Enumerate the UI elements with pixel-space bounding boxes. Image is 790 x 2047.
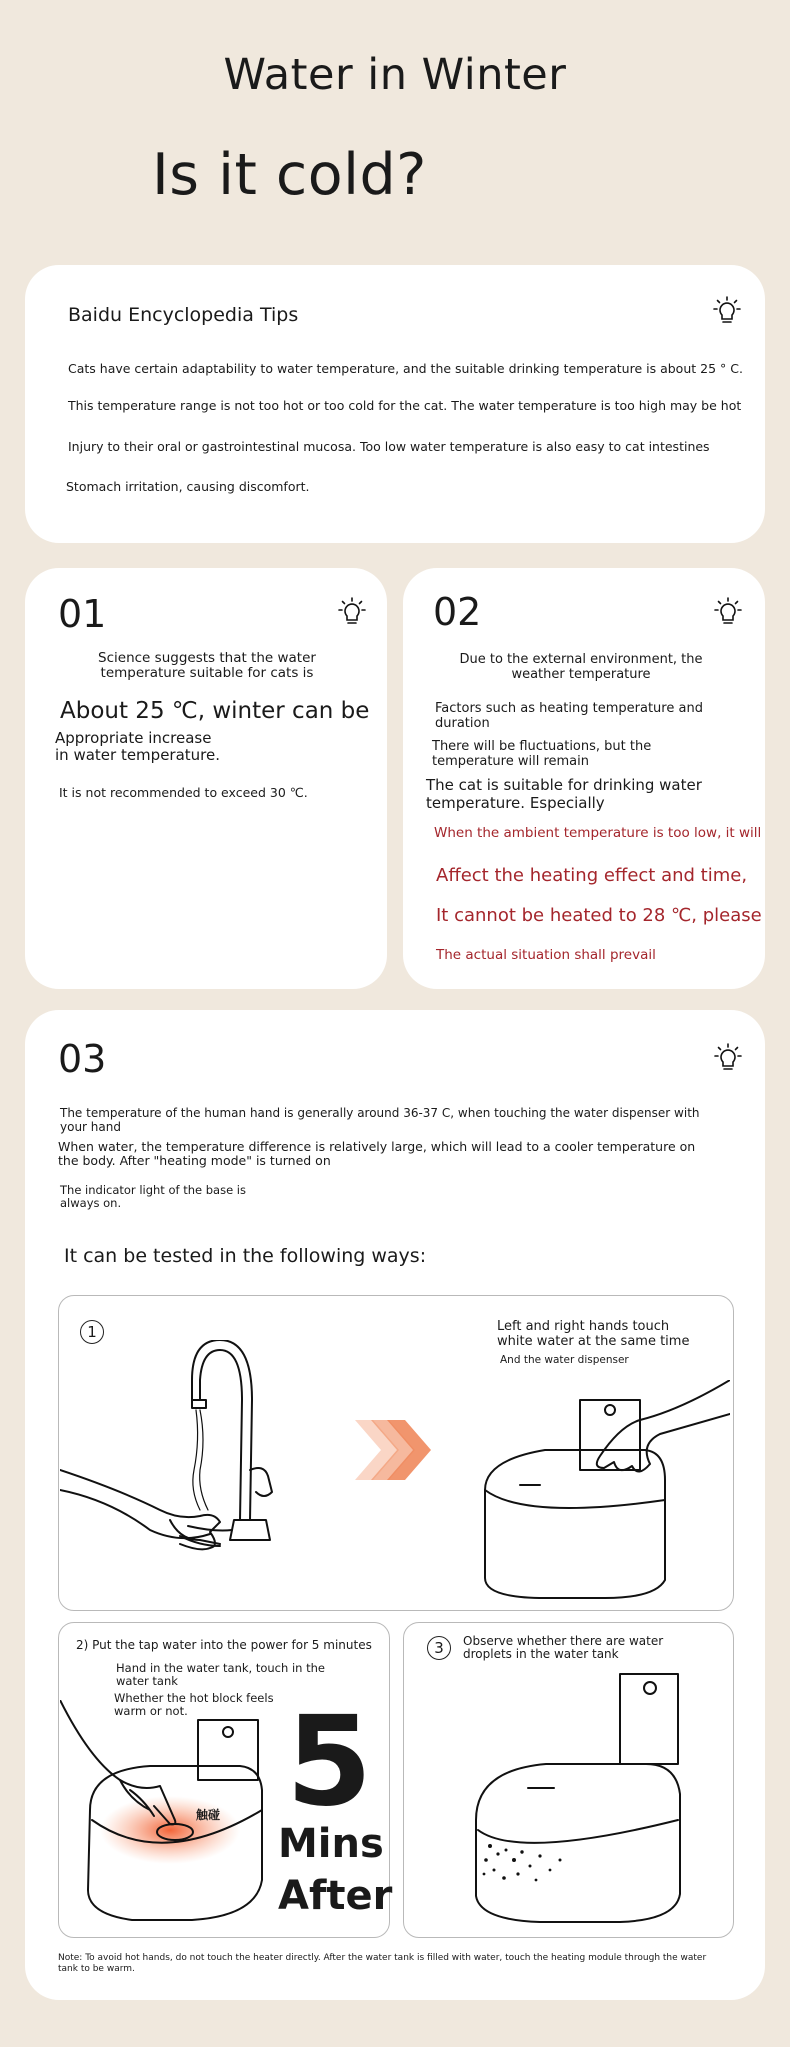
step-3-text: Observe whether there are water droplets in the water tank [463, 1634, 664, 1661]
card-02-warning-4: The actual situation shall prevail [436, 947, 656, 963]
card-02-suitable: The cat is suitable for drinking water temperature. Especially [426, 776, 702, 812]
footnote: Note: To avoid hot hands, do not touch the heater directly. After the water tank is filled with water, touch the heating module through the water tank to be warm. [58, 1953, 707, 1974]
card-02-factors: Factors such as heating temperature and duration [435, 701, 703, 731]
step-2-text-1: Hand in the water tank, touch in the water tank [116, 1661, 325, 1688]
water-droplets-illustration [470, 1660, 690, 1930]
step-2-title: 2) Put the tap water into the power for 5 minutes [76, 1638, 372, 1652]
card-01-number: 01 [58, 592, 107, 636]
step-2-big-number: 5 [286, 1690, 373, 1834]
step-2-after: After [278, 1873, 393, 1919]
card-02-warning-3: It cannot be heated to 28 ℃, please [436, 905, 762, 926]
step-2-mins: Mins [278, 1821, 384, 1867]
page-title: Water in Winter [223, 50, 567, 100]
card-03-number: 03 [58, 1037, 107, 1081]
water-dispenser-touch-illustration [480, 1380, 730, 1600]
card-01-highlight: About 25 ℃, winter can be [60, 698, 370, 724]
tips-line-3: Injury to their oral or gastrointestinal mucosa. Too low water temperature is also easy to cat intestines [68, 439, 710, 454]
card-03-line-1: The temperature of the human hand is generally around 36-37 C, when touching the water dispenser with your hand [60, 1106, 700, 1134]
card-01-increase: Appropriate increase in water temperature. [55, 729, 220, 764]
card-01-intro: Science suggests that the water temperature suitable for cats is [98, 650, 316, 681]
page-subtitle: Is it cold? [152, 142, 427, 208]
tips-line-2: This temperature range is not too hot or too cold for the cat. The water temperature is too high may be hot [68, 398, 742, 413]
step-3-number: 3 [427, 1636, 451, 1660]
step-1-text: Left and right hands touch white water at the same time [497, 1319, 690, 1349]
hand-washing-illustration [60, 1340, 330, 1560]
tips-line-4: Stomach irritation, causing discomfort. [66, 479, 310, 494]
tips-card-title: Baidu Encyclopedia Tips [68, 304, 299, 326]
card-02-warning-1: When the ambient temperature is too low, it will [434, 825, 762, 841]
heater-touch-illustration [60, 1700, 270, 1930]
step-1-number: 1 [80, 1320, 104, 1344]
card-02-number: 02 [433, 590, 482, 634]
card-02-fluctuations: There will be fluctuations, but the temperature will remain [432, 739, 652, 769]
step-2-text-2: Whether the hot block feels warm or not. [114, 1691, 274, 1718]
lightbulb-icon [711, 1042, 745, 1076]
lightbulb-icon [710, 295, 744, 329]
card-02-warning-2: Affect the heating effect and time, [436, 865, 748, 886]
lightbulb-icon [711, 596, 745, 630]
step-1-subtext: And the water dispenser [500, 1354, 629, 1366]
tips-line-1: Cats have certain adaptability to water temperature, and the suitable drinking temperature is about 25 ° C. [68, 361, 743, 376]
arrow-chevrons-icon [355, 1420, 435, 1480]
card-01-note: It is not recommended to exceed 30 ℃. [59, 785, 308, 800]
card-03-line-2: When water, the temperature difference is relatively large, which will lead to a cooler temperature on the body. After "heating mode" is turned on [58, 1139, 696, 1168]
test-heading: It can be tested in the following ways: [64, 1245, 427, 1267]
touch-label: 触碰 [196, 1808, 221, 1822]
card-02-intro: Due to the external environment, the weather temperature [459, 652, 703, 682]
lightbulb-icon [335, 596, 369, 630]
card-03-line-3: The indicator light of the base is always on. [60, 1183, 246, 1210]
